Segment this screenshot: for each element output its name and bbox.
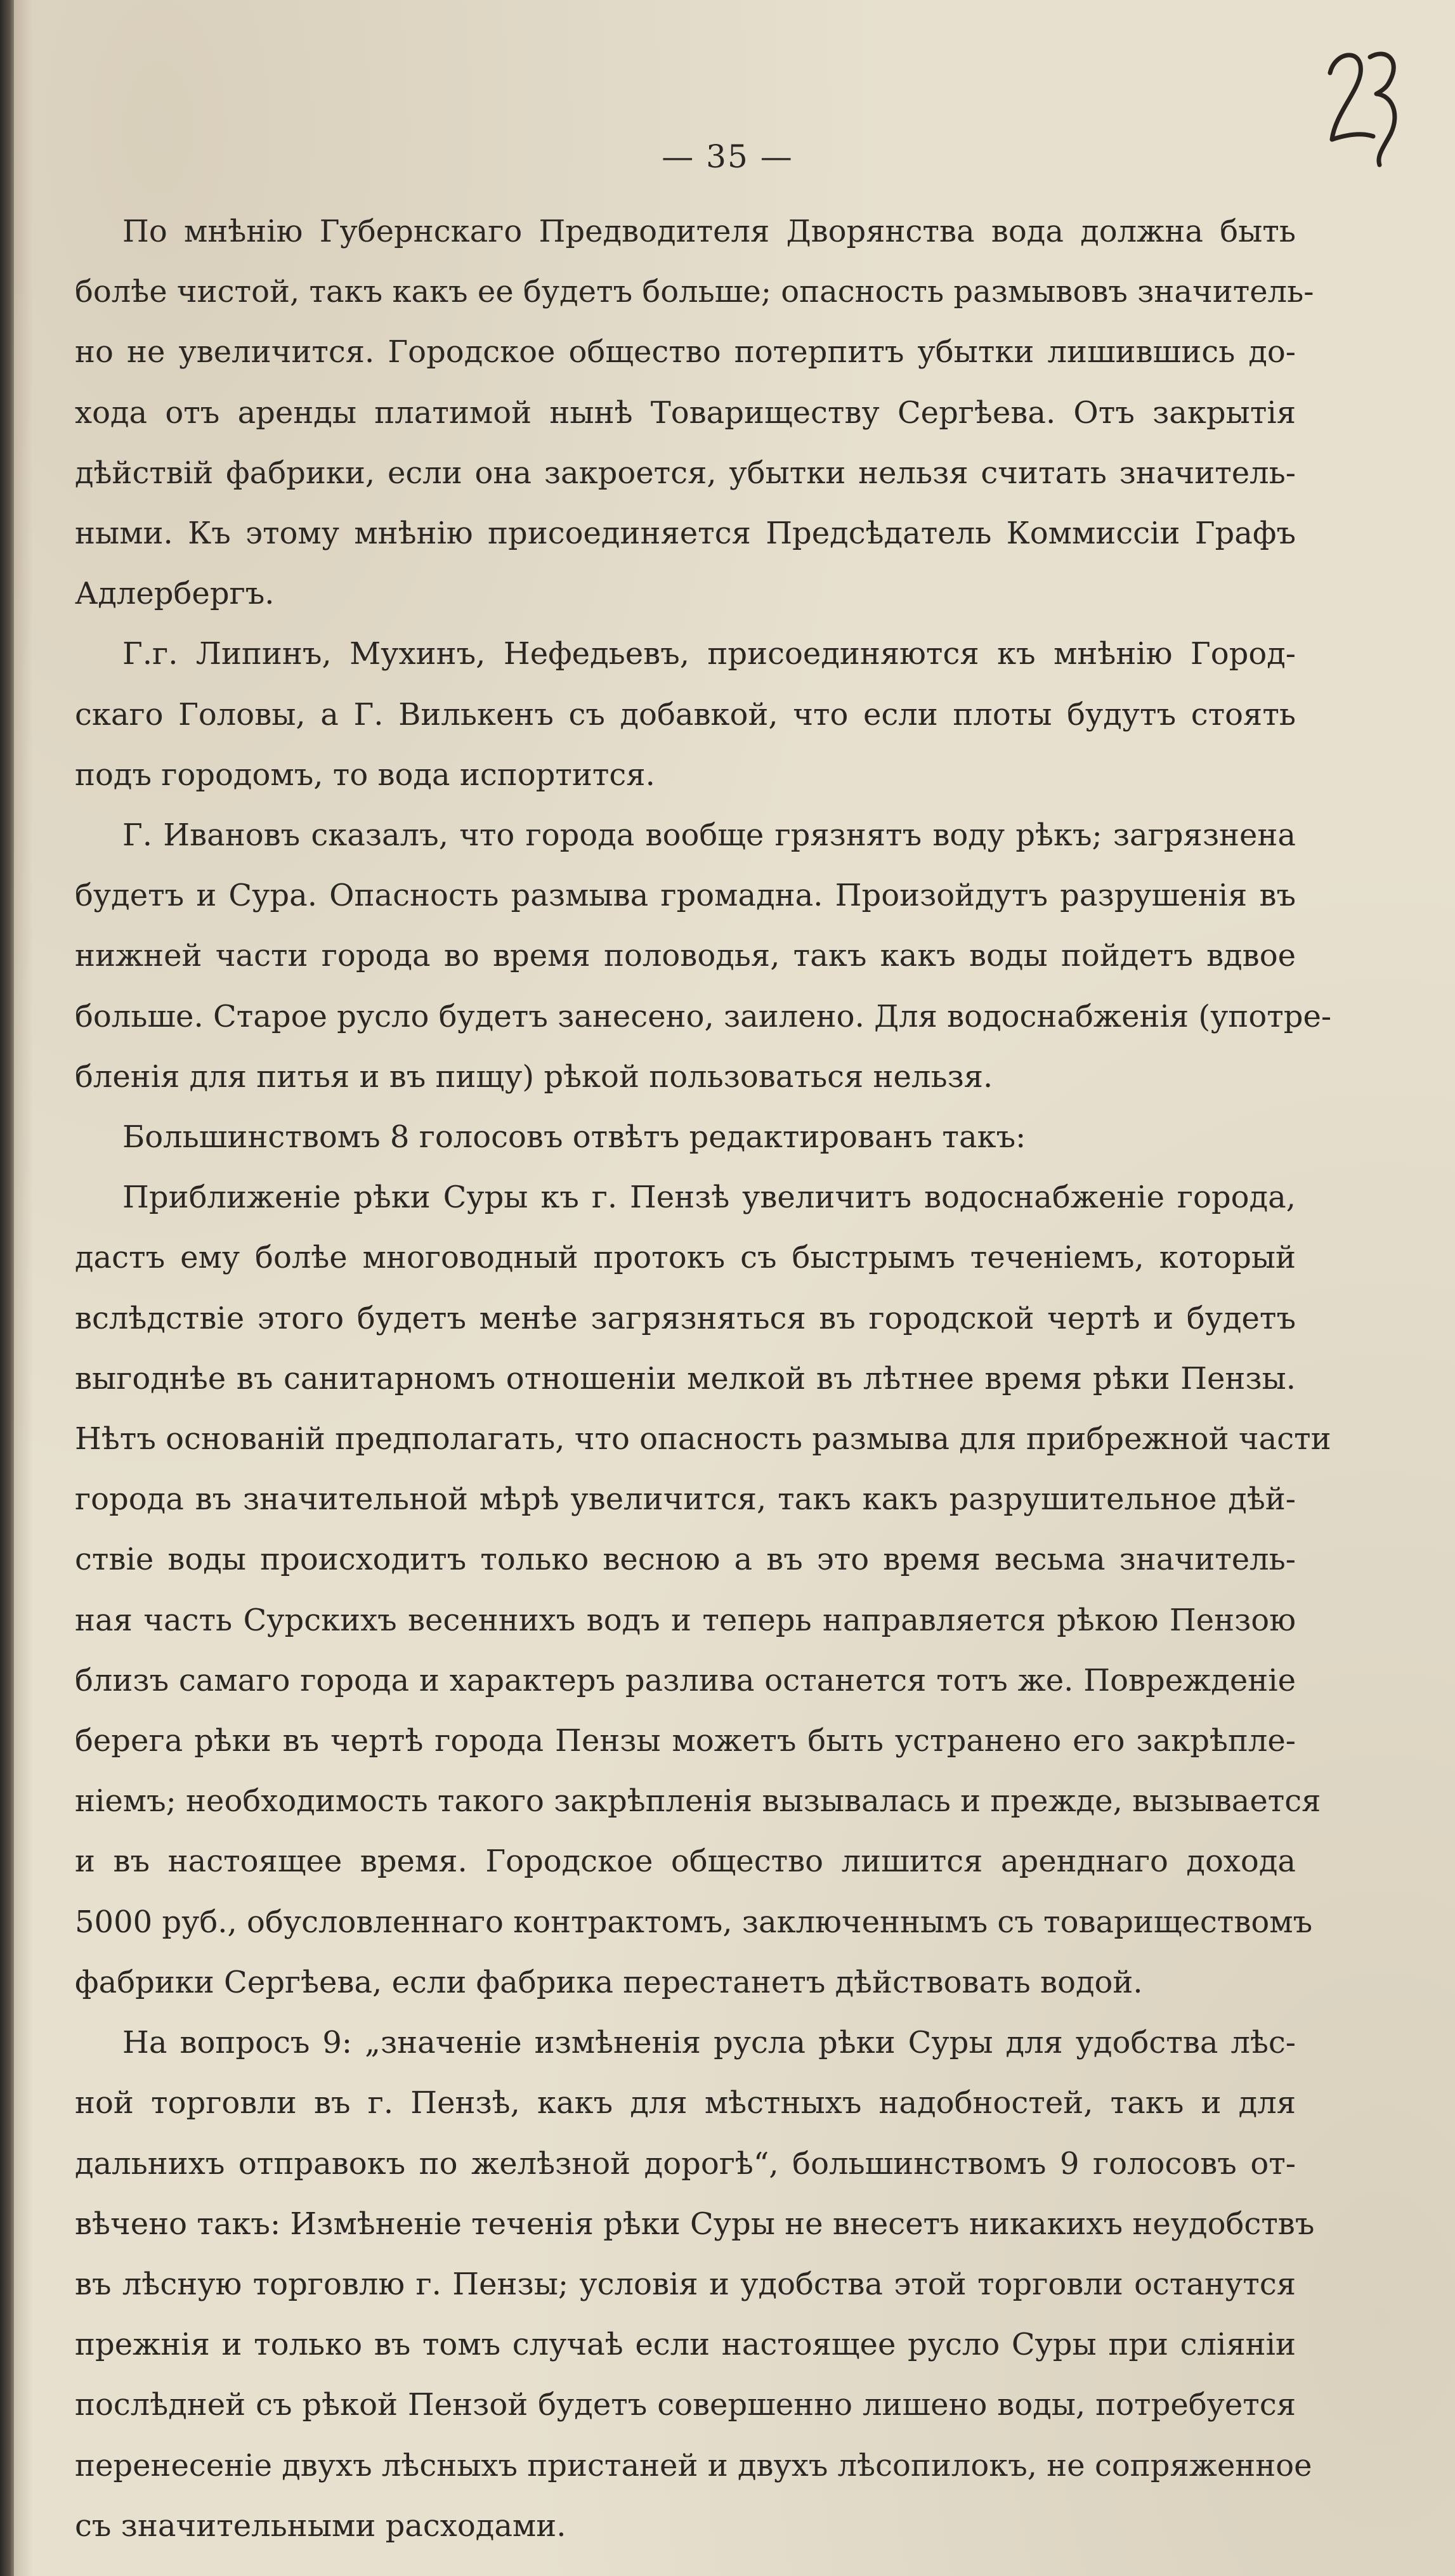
text-line: больше. Старое русло будетъ занесено, заилено. Для водоснабженія (употре- <box>75 998 1332 1034</box>
page-number: — 35 — <box>662 138 793 175</box>
text-line: подъ городомъ, то вода испортится. <box>75 757 655 793</box>
text-line: дальнихъ отправокъ по желѣзной дорогѣ“, большинствомъ 9 голосовъ от- <box>75 2145 1296 2182</box>
text-line: Нѣтъ основаній предполагать, что опасность размыва для прибрежной части <box>75 1421 1331 1457</box>
text-line: фабрики Сергѣева, если фабрика перестанетъ дѣйствовать водой. <box>75 1964 1143 2000</box>
document-body <box>75 202 1332 2556</box>
text-line: близъ самаго города и характеръ разлива останется тотъ же. Поврежденіе <box>75 1662 1296 1698</box>
text-line: На вопросъ 9: „значеніе измѣненія русла рѣки Суры для удобства лѣс- <box>122 2025 1296 2061</box>
text-line: ная часть Сурскихъ весеннихъ водъ и теперь направляется рѣкою Пензою <box>75 1602 1296 1638</box>
text-line: послѣдней съ рѣкой Пензой будетъ совершенно лишено воды, потребуется <box>75 2387 1296 2423</box>
text-line: вслѣдствіе этого будетъ менѣе загрязняться въ городской чертѣ и будетъ <box>75 1300 1296 1336</box>
text-line: будетъ и Сура. Опасность размыва громадна. Произойдутъ разрушенія въ <box>75 878 1296 914</box>
text-line: ніемъ; необходимость такого закрѣпленія вызывалась и прежде, вызывается <box>75 1783 1321 1819</box>
text-line: ной торговли въ г. Пензѣ, какъ для мѣстныхъ надобностей, такъ и для <box>75 2085 1296 2121</box>
paragraph <box>75 1168 1331 2013</box>
text-line: По мнѣнію Губернскаго Предводителя Дворянства вода должна быть <box>122 214 1296 249</box>
text-line: ными. Къ этому мнѣнію присоединяется Предсѣдатель Коммиссіи Графъ <box>75 516 1296 552</box>
paragraph <box>75 624 1296 805</box>
text-line: дастъ ему болѣе многоводный протокъ съ быстрымъ теченіемъ, который <box>75 1240 1296 1276</box>
text-line: бленія для питья и въ пищу) рѣкой пользоваться нельзя. <box>75 1058 993 1095</box>
text-line: ствіе воды происходитъ только весною а въ это время весьма значитель- <box>75 1542 1296 1578</box>
paragraph <box>75 2013 1315 2556</box>
text-line: берега рѣки въ чертѣ города Пензы можетъ быть устранено его закрѣпле- <box>75 1723 1296 1759</box>
book-spine <box>0 0 14 2576</box>
text-line: Адлербергъ. <box>75 576 275 612</box>
text-line: и въ настоящее время. Городское общество лишится аренднаго дохода <box>75 1844 1296 1880</box>
text-line: Большинствомъ 8 голосовъ отвѣтъ редактированъ такъ: <box>122 1119 1026 1155</box>
paragraph <box>75 202 1314 624</box>
text-line: скаго Головы, а Г. Вилькенъ съ добавкой, что если плоты будутъ стоять <box>75 696 1296 732</box>
text-line: хода отъ аренды платимой нынѣ Товариществу Сергѣева. Отъ закрытія <box>75 394 1296 431</box>
text-line: выгоднѣе въ санитарномъ отношеніи мелкой въ лѣтнее время рѣки Пензы. <box>75 1360 1296 1396</box>
text-line: съ значительными расходами. <box>75 2508 566 2544</box>
text-line: дѣйствій фабрики, если она закроется, убытки нельзя считать значитель- <box>75 455 1296 491</box>
text-line: Приближеніе рѣки Суры къ г. Пензѣ увеличитъ водоснабженіе города, <box>122 1180 1296 1216</box>
text-line: 5000 руб., обусловленнаго контрактомъ, заключеннымъ съ товариществомъ <box>75 1904 1313 1940</box>
text-line: болѣе чистой, такъ какъ ее будетъ больше; опасность размывовъ значитель- <box>75 274 1314 310</box>
text-line: нижней части города во время половодья, такъ какъ воды пойдетъ вдвое <box>75 938 1296 974</box>
text-line: въ лѣсную торговлю г. Пензы; условія и удобства этой торговли останутся <box>75 2266 1296 2302</box>
text-line: перенесеніе двухъ лѣсныхъ пристаней и двухъ лѣсопилокъ, не сопряженное <box>75 2447 1312 2483</box>
text-line: но не увеличится. Городское общество потерпитъ убытки лишившись до- <box>75 334 1296 370</box>
text-line: прежнія и только въ томъ случаѣ если настоящее русло Суры при сліяніи <box>75 2327 1296 2363</box>
paragraph <box>75 1107 1296 1168</box>
text-line: города въ значительной мѣрѣ увеличится, такъ какъ разрушительное дѣй- <box>75 1481 1296 1518</box>
text-line: вѣчено такъ: Измѣненіе теченія рѣки Суры не внесетъ никакихъ неудобствъ <box>75 2206 1315 2242</box>
text-line: Г. Ивановъ сказалъ, что города вообще грязнятъ воду рѣкъ; загрязнена <box>122 817 1296 854</box>
paragraph <box>75 805 1332 1107</box>
text-line: Г.г. Липинъ, Мухинъ, Нефедьевъ, присоединяются къ мнѣнію Город- <box>122 636 1296 672</box>
